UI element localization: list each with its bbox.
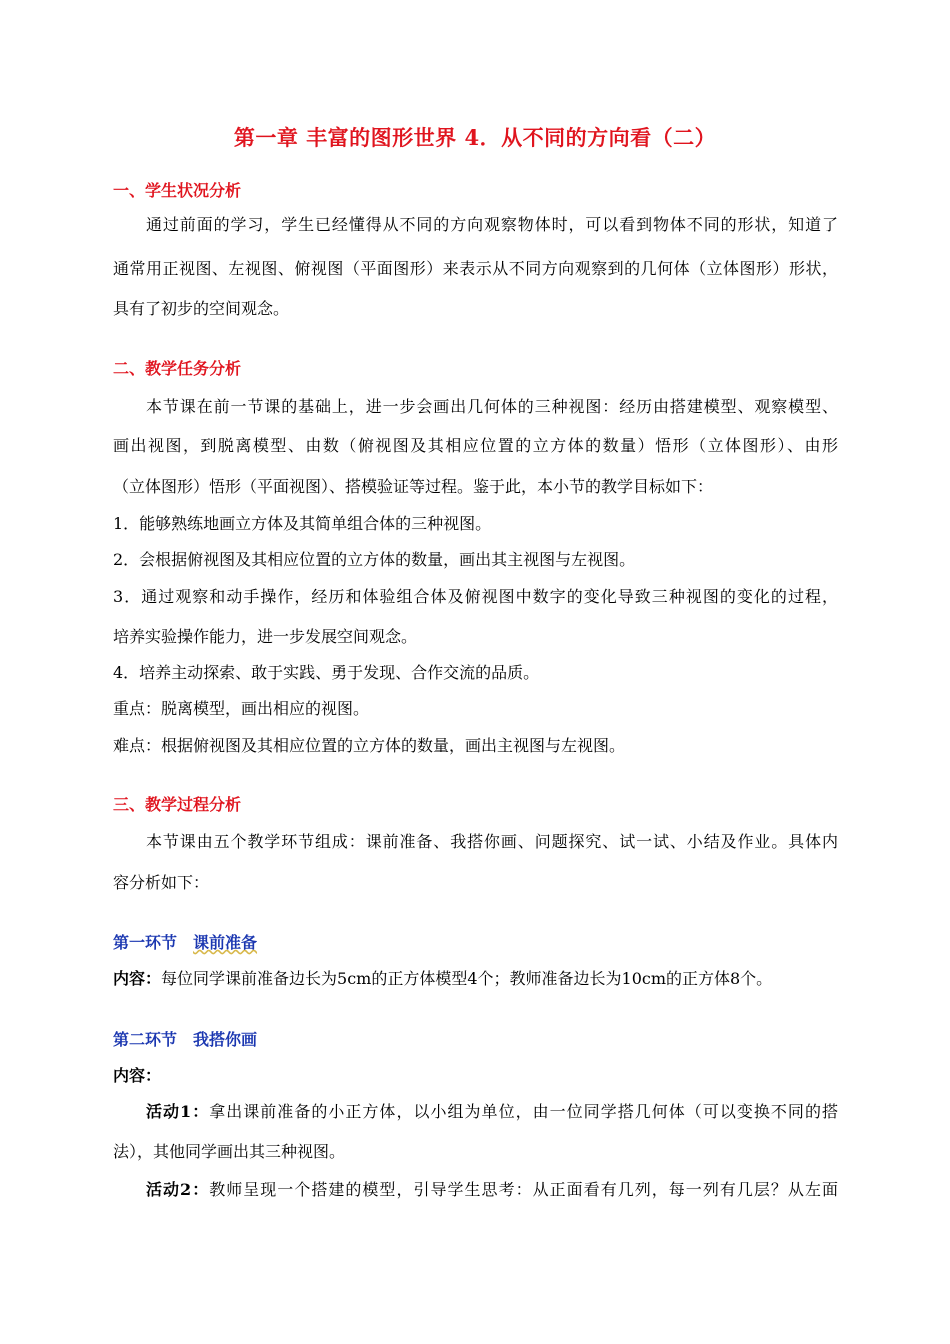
step1-content-text: 每位同学课前准备边长为5cm的正方体模型4个；教师准备边长为10cm的正方体8个。 <box>161 969 773 988</box>
activity1-label: 活动1： <box>146 1102 210 1121</box>
activity2-text: 教师呈现一个搭建的模型，引导学生思考：从正面看有几列，每一列有几层？从左面 <box>209 1180 838 1199</box>
step1-label: 第一环节 <box>113 933 178 952</box>
paragraph-line: 通常用正视图、左视图、俯视图（平面图形）来表示从不同方向观察到的几何体（立体图形）形状， <box>113 259 838 278</box>
step2-content-label <box>113 1063 838 1086</box>
step1-name: 课前准备 <box>193 933 258 952</box>
section-heading-student-analysis: 一、学生状况分析 <box>113 181 242 200</box>
paragraph-line: 本节课由五个教学环节组成：课前准备、我搭你画、问题探究、试一试、小结及作业。具体内 <box>146 832 838 851</box>
key-point: 重点：脱离模型，画出相应的视图。 <box>113 699 370 718</box>
paragraph-line: 画出视图，到脱离模型、由数（俯视图及其相应位置的立方体的数量）悟形（立体图形）、由形 <box>113 436 838 455</box>
activity2-line <box>146 1177 838 1200</box>
paragraph-line: 具有了初步的空间观念。 <box>113 299 290 318</box>
step1-content <box>113 966 838 989</box>
section-heading-process-analysis: 三、教学过程分析 <box>113 795 242 814</box>
content-label: 内容： <box>113 969 162 988</box>
paragraph-line: 通过前面的学习，学生已经懂得从不同的方向观察物体时，可以看到物体不同的形状，知道了 <box>146 215 838 234</box>
activity1-line <box>146 1099 838 1122</box>
activity1-line-continued: 法），其他同学画出其三种视图。 <box>113 1142 346 1161</box>
step1-heading <box>113 930 257 953</box>
paragraph-line: （立体图形）悟形（平面视图）、搭模验证等过程。鉴于此，本小节的教学目标如下： <box>113 477 714 496</box>
paragraph-line: 本节课在前一节课的基础上，进一步会画出几何体的三种视图：经历由搭建模型、观察模型、 <box>146 397 838 416</box>
paragraph-line: 容分析如下： <box>113 873 210 892</box>
activity2-label: 活动2： <box>146 1180 210 1199</box>
activity1-text: 拿出课前准备的小正方体，以小组为单位，由一位同学搭几何体（可以变换不同的搭 <box>209 1102 838 1121</box>
step2-label: 第二环节 <box>113 1030 178 1049</box>
objective-item: 2．会根据俯视图及其相应位置的立方体的数量，画出其主视图与左视图。 <box>113 550 636 569</box>
objective-item: 3．通过观察和动手操作，经历和体验组合体及俯视图中数字的变化导致三种视图的变化的过程， <box>113 587 838 606</box>
section-heading-task-analysis: 二、教学任务分析 <box>113 359 242 378</box>
objective-item: 1．能够熟练地画立方体及其简单组合体的三种视图。 <box>113 514 492 533</box>
objective-item: 4．培养主动探索、敢于实践、勇于发现、合作交流的品质。 <box>113 663 540 682</box>
difficult-point: 难点：根据俯视图及其相应位置的立方体的数量，画出主视图与左视图。 <box>113 736 626 755</box>
objective-item-continued: 培养实验操作能力，进一步发展空间观念。 <box>113 627 418 646</box>
content-label: 内容： <box>113 1066 162 1085</box>
step2-name: 我搭你画 <box>193 1030 258 1049</box>
step2-heading <box>113 1027 257 1050</box>
document-title: 第一章 丰富的图形世界 4．从不同的方向看（二） <box>233 125 717 150</box>
